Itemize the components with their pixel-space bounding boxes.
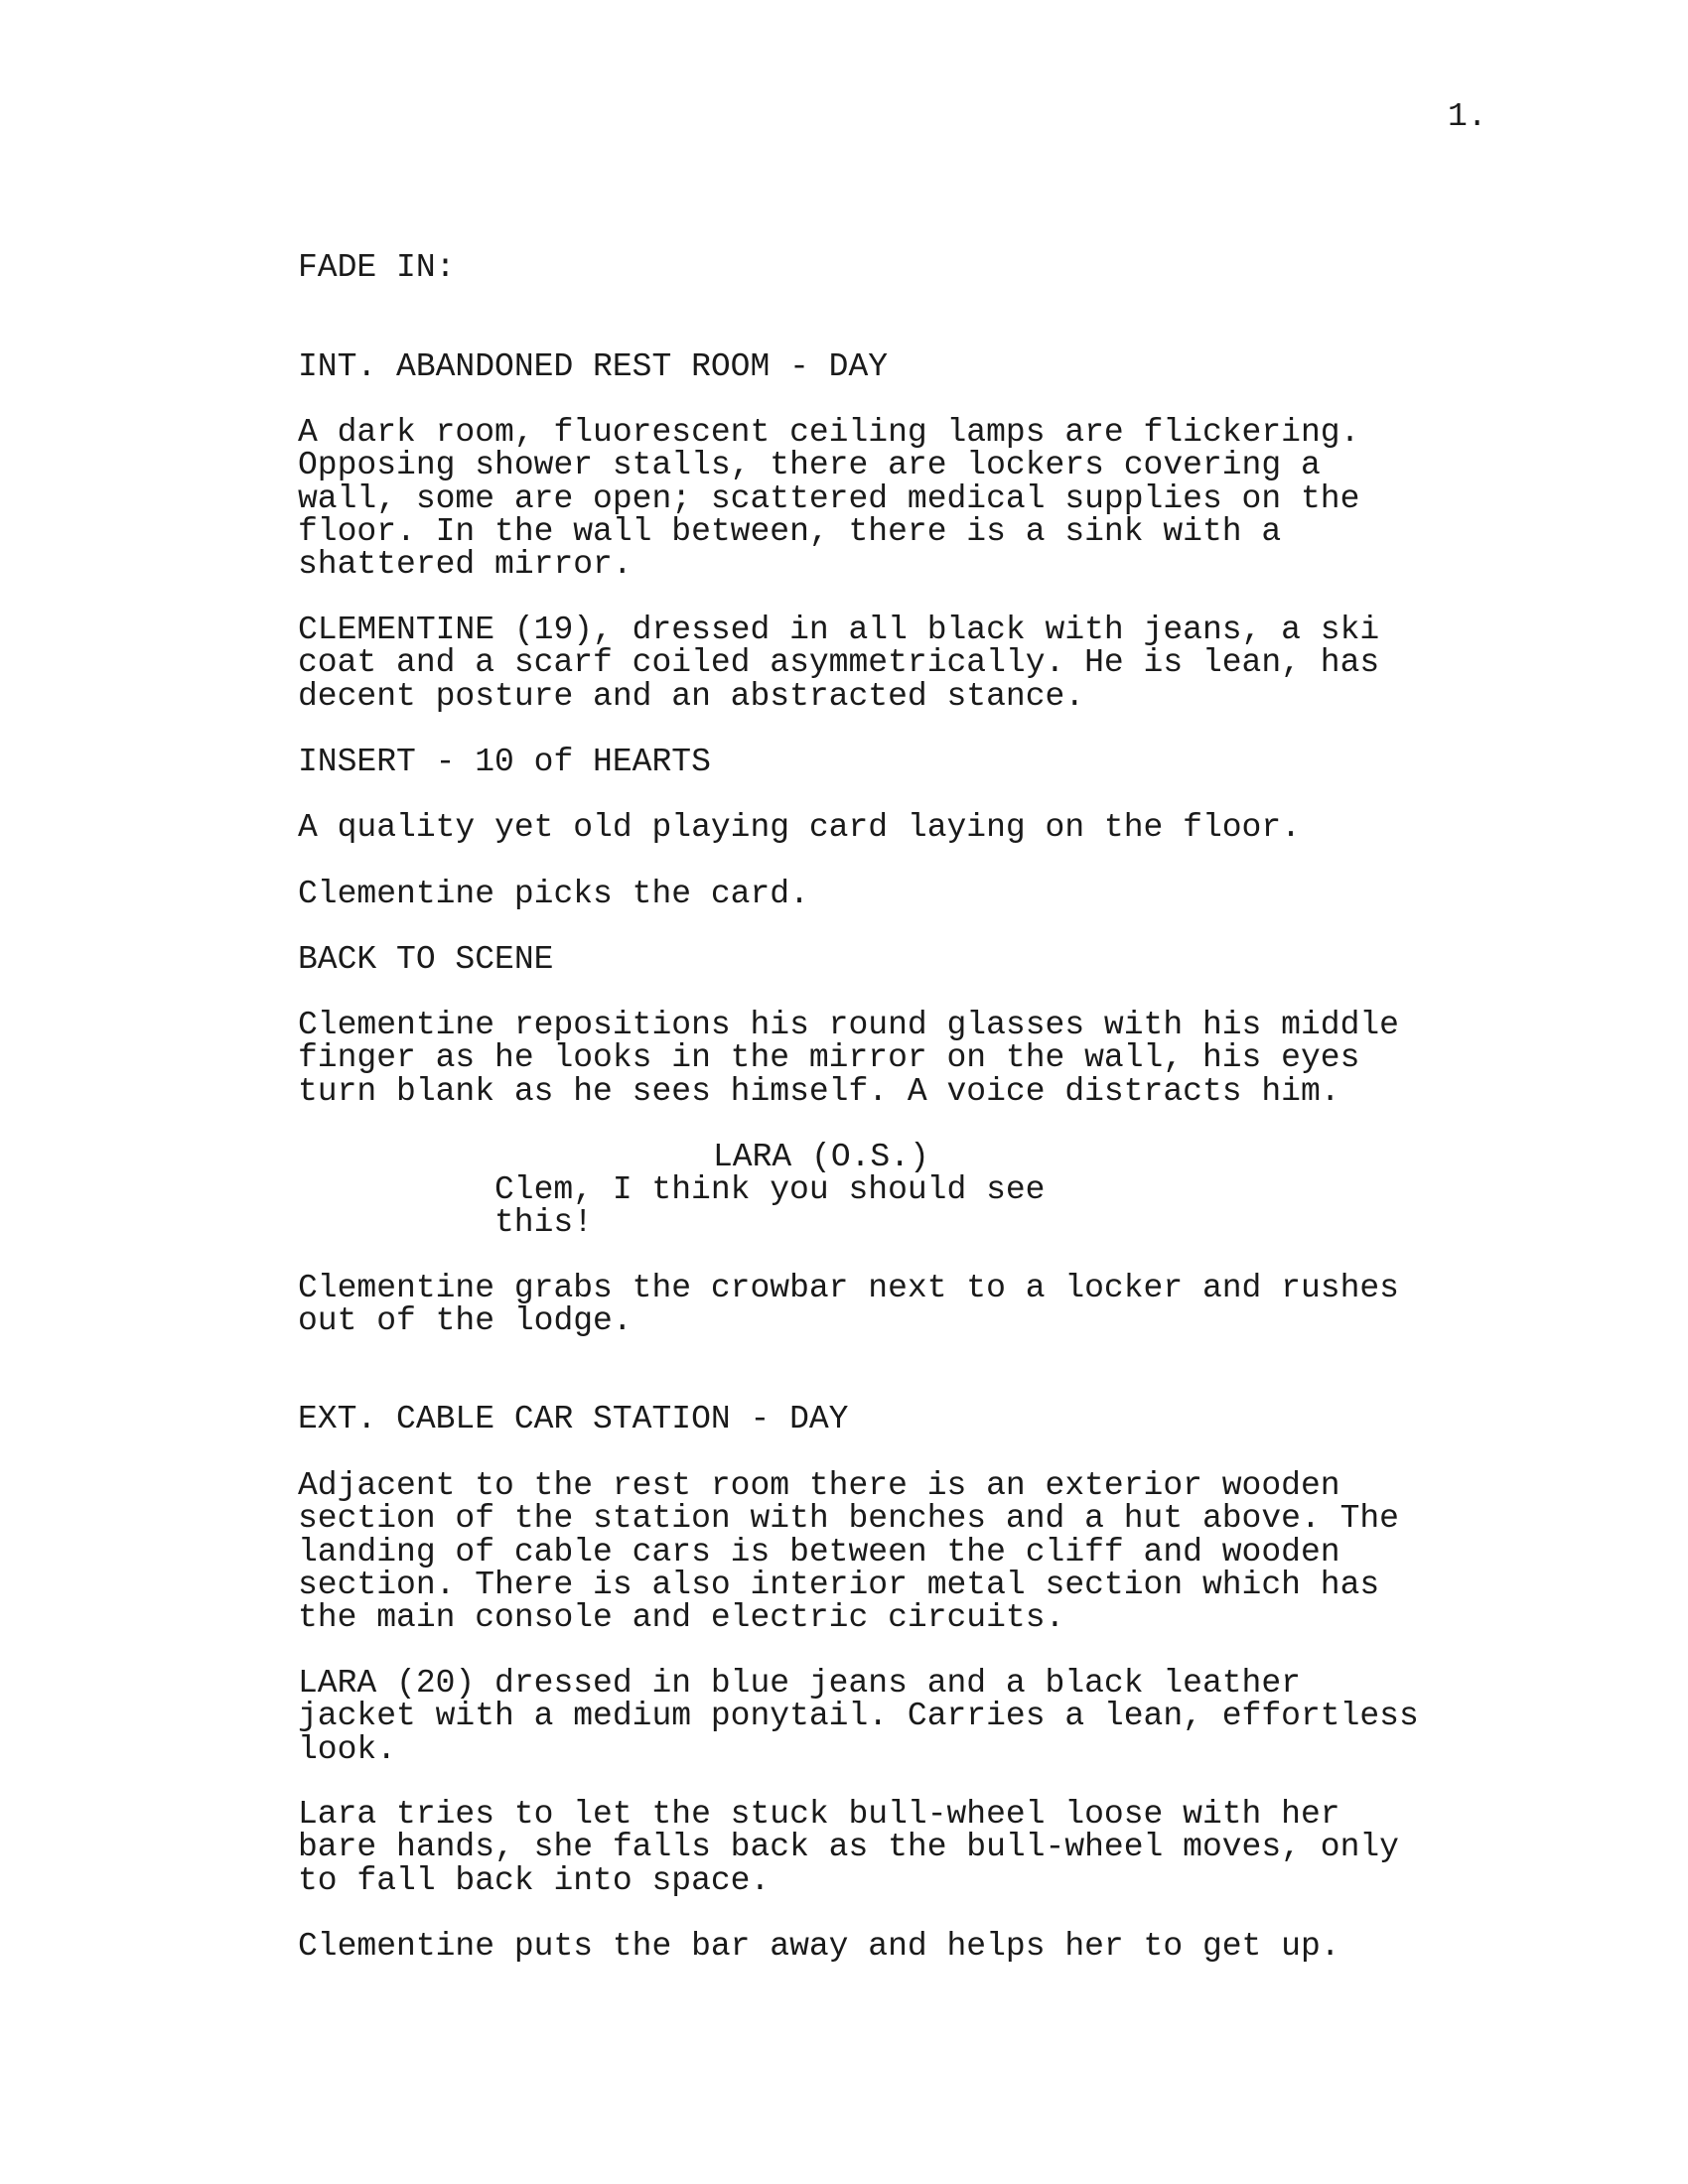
action-paragraph: A dark room, fluorescent ceiling lamps are flickering. Opposing shower stalls, there are lockers covering a wall, some are open; scattered medical supplies on the floor. In the wall between, there is a sink with a shattered mirror. — [298, 414, 1360, 584]
insert-shot: INSERT - 10 of HEARTS — [298, 744, 711, 780]
page-number: 1. — [1448, 98, 1487, 135]
action-paragraph: Clementine grabs the crowbar next to a locker and rushes out of the lodge. — [298, 1270, 1399, 1340]
transition-fade-in: FADE IN: — [298, 249, 456, 286]
action-paragraph: Lara tries to let the stuck bull-wheel loose with her bare hands, she falls back as the bull-wheel moves, only to fall back into space. — [298, 1796, 1399, 1899]
back-to-scene: BACK TO SCENE — [298, 941, 554, 978]
dialogue-line: Clem, I think you should see this! — [494, 1171, 1046, 1242]
action-paragraph: Clementine repositions his round glasses with his middle finger as he looks in the mirror on the wall, his eyes turn blank as he sees himself. A voice distracts him. — [298, 1007, 1399, 1110]
action-paragraph: LARA (20) dressed in blue jeans and a black leather jacket with a medium ponytail. Carries a lean, effortless look. — [298, 1665, 1419, 1768]
scene-heading: INT. ABANDONED REST ROOM - DAY — [298, 348, 889, 385]
action-paragraph: Clementine picks the card. — [298, 876, 809, 912]
scene-heading: EXT. CABLE CAR STATION - DAY — [298, 1401, 849, 1437]
dialogue-character: LARA (O.S.) — [713, 1139, 929, 1175]
action-paragraph: A quality yet old playing card laying on the floor. — [298, 809, 1301, 846]
action-paragraph: Clementine puts the bar away and helps her to get up. — [298, 1928, 1340, 1965]
action-paragraph: Adjacent to the rest room there is an exterior wooden section of the station with benches and a hut above. The landing of cable cars is between the cliff and wooden section. There is also interior metal section which has the main console and electric circuits. — [298, 1467, 1399, 1637]
action-paragraph: CLEMENTINE (19), dressed in all black with jeans, a ski coat and a scarf coiled asymmetrically. He is lean, has decent posture and an abstracted stance. — [298, 612, 1380, 715]
